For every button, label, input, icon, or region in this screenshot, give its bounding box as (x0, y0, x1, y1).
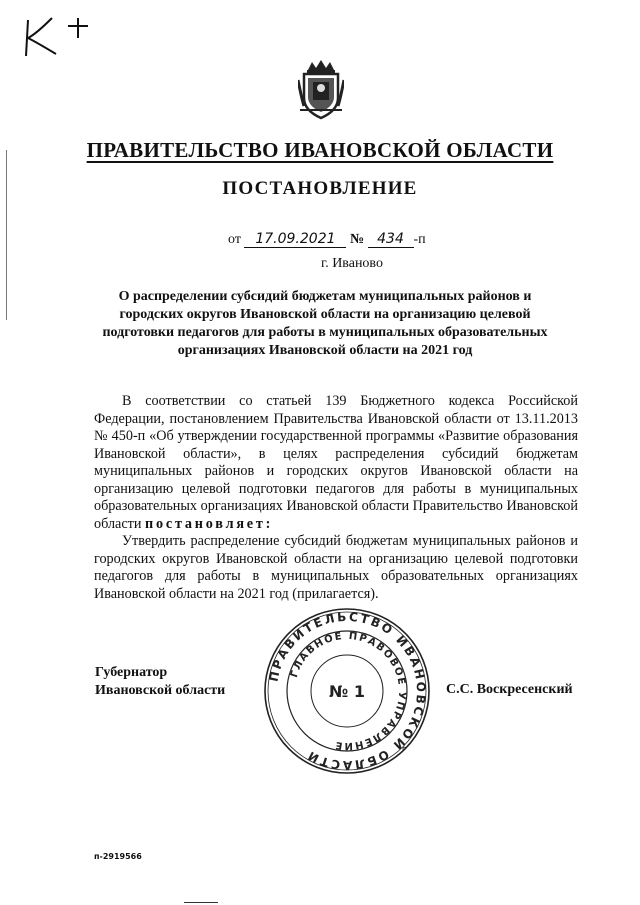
resolution-paragraph: Утвердить распределение субсидий бюджетам муниципальных районов и городских округов Ивановской области на организацию целевой подготовки педагогов для работы в муниципальных образовательных организациях Ивановской области на 2021 год (прилагается). (94, 533, 578, 602)
number-sign: № (349, 232, 365, 247)
date-prefix: от (228, 232, 241, 247)
official-stamp (262, 606, 432, 776)
document-code: п-2919566 (94, 852, 142, 861)
stamp-outer-text: ПРАВИТЕЛЬСТВО ИВАНОВСКОЙ ОБЛАСТИ (266, 609, 429, 773)
governor-line-1: Губернатор (95, 665, 168, 680)
date-number-line (228, 232, 426, 248)
organization-header: ПРАВИТЕЛЬСТВО ИВАНОВСКОЙ ОБЛАСТИ (86, 138, 554, 162)
signer-name: С.С. Воскресенский (446, 682, 573, 697)
stamp-inner-text: ГЛАВНОЕ ПРАВОВОЕ УПРАВЛЕНИЕ (288, 630, 408, 752)
handwritten-date: 17.09.2021 (244, 232, 346, 248)
city: г. Иваново (321, 256, 383, 271)
footer-line (184, 902, 218, 903)
number-suffix: -п (413, 232, 426, 247)
resolve-word: постановляет: (144, 515, 274, 532)
preamble-text: В соответствии со статьей 139 Бюджетного кодекса Российской Федерации, постановлением Правительства Ивановской области от 13.11.2013 № 450-п «Об утверждении государственной программы «Развитие образования Ивановской области», в целях распределения субсидий бюджетам муниципальных районов и городских округов Ивановской области на организацию целевой подготовки педагогов для работы в муниципальных образовательных организациях Ивановской области Правительство Ивановской области (94, 393, 578, 532)
handwritten-number: 434 (368, 232, 414, 248)
governor-title (95, 664, 225, 700)
governor-line-2: Ивановской области (95, 683, 226, 698)
stamp-center-number: № 1 (329, 682, 365, 701)
document-type: ПОСТАНОВЛЕНИЕ (222, 178, 418, 199)
preamble-paragraph (94, 393, 578, 533)
document-title: О распределении субсидий бюджетам муниципальных районов и городских округов Ивановской области на организацию целевой подготовки педагогов для работы в муниципальных образовательных организациях Ивановской области на 2021 год (102, 289, 548, 358)
scan-margin-line (6, 150, 7, 320)
coat-of-arms-emblem (298, 60, 344, 120)
handwritten-mark (22, 14, 112, 58)
